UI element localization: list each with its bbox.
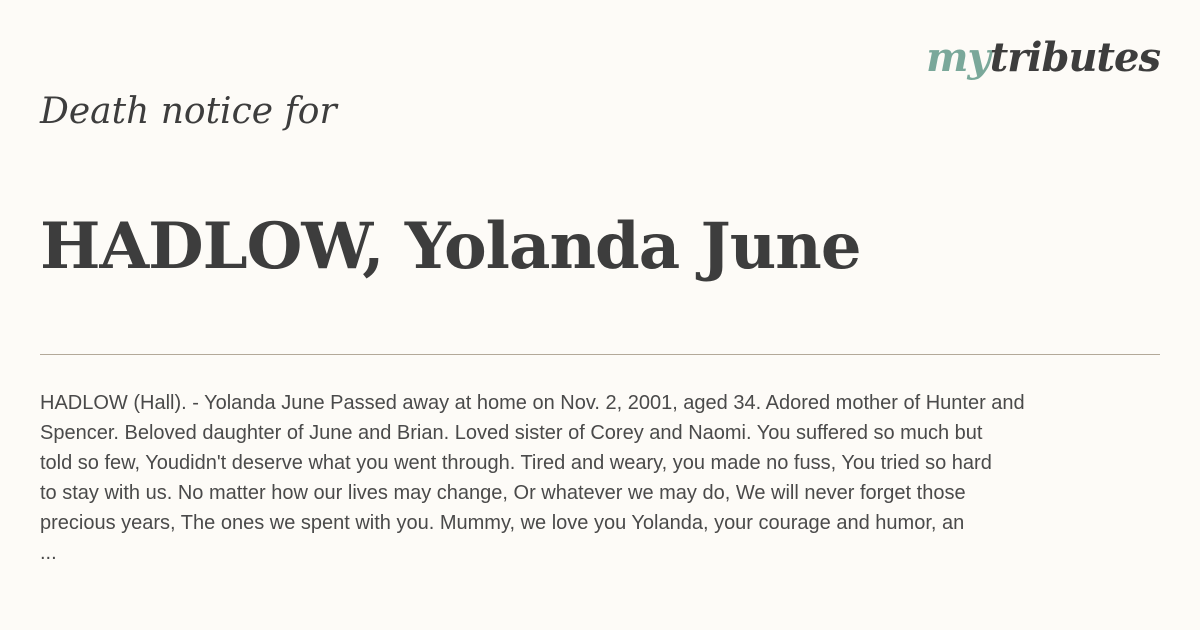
divider	[40, 354, 1160, 355]
logo-tributes: tributes	[989, 34, 1160, 81]
deceased-name: HADLOW, Yolanda June	[40, 209, 861, 284]
mytributes-logo[interactable]	[926, 34, 1160, 81]
notice-text: HADLOW (Hall). - Yolanda June Passed away at home on Nov. 2, 2001, aged 34. Adored mother of Hunter and Spencer. Beloved daughter of June and Brian. Loved sister of Corey and Naomi. You suffered so much but told so few, Youdidn't deserve what you went through. Tired and weary, you made no fuss, You tried so hard to stay with us. No matter how our lives may change, Or whatever we may do, We will never forget those precious years, The ones we spent with you. Mummy, we love you Yolanda, your courage and humor, an ...	[40, 392, 1025, 564]
logo-my: my	[926, 34, 990, 81]
page-subtitle: Death notice for	[40, 91, 337, 132]
